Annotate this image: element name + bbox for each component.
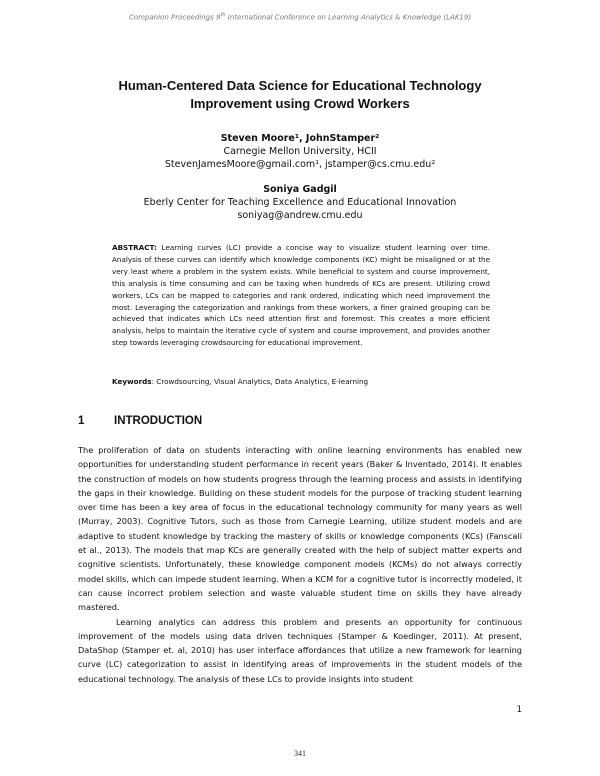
page-number: 1: [516, 705, 522, 715]
abstract: [112, 242, 490, 349]
author-email-1: StevenJamesMoore@gmail.com¹, jstamper@cs.cmu.edu²: [164, 159, 436, 170]
proceedings-page-number: 341: [294, 749, 306, 758]
paper-title: Human-Centered Data Science for Educational Technology Improvement using Crowd Workers: [118, 78, 482, 111]
author-email-2: soniyag@andrew.cmu.edu: [237, 210, 363, 221]
abstract-label: ABSTRACT:: [112, 243, 157, 252]
section-title: INTRODUCTION: [114, 415, 203, 427]
keywords-label: Keywords: [112, 377, 152, 386]
author-names-2: Soniya Gadgil: [263, 184, 337, 195]
author-names-1: Steven Moore¹, JohnStamper²: [220, 133, 380, 144]
section-number: 1: [78, 415, 85, 427]
running-header: Companion Proceedings 9th International Conference on Learning Analytics & Knowledge (LAK19): [128, 12, 472, 22]
section-heading: [78, 415, 522, 427]
paragraph: Learning analytics can address this problem and presents an opportunity for continuous improvement of the models using data driven techniques (Stamper & Koedinger, 2011). At present, DataShop (Stamper et. al, 2010) has user interface affordances that utilize a new framework for learning curve (LC) categorization to assist in identifying areas of improvements in the student models of the educational technology. The analysis of these LCs to provide insights into student: [78, 616, 522, 684]
body-text: [78, 443, 522, 686]
author-block: [60, 132, 540, 222]
keywords: [112, 376, 490, 387]
abstract-text: Learning curves (LC) provide a concise way to visualize student learning over time. Analysis of these curves can identify which knowledge components (KC) might be misaligned or at the very least where a problem in the system exists. While beneficial to system and course improvement, this analysis is time consuming and can be taxing when hundreds of KCs are present. Utilizing crowd workers, LCs can be mapped to categories and rank ordered, indicating which need improvement the most. Leveraging the categorization and rankings from these workers, a finer grained grouping can be achieved that indicates which LCs need attention first and foremost. This creates a more efficient analysis, helps to maintain the iterative cycle of system and course improvement, and provides another step towards leveraging crowdsourcing for educational improvement.: [112, 243, 490, 348]
paragraph: The proliferation of data on students interacting with online learning environments has enabled new opportunities for understanding student performance in recent years (Baker & Inventado, 2014). It enables the construction of models on how students progress through the learning process and assists in identifying the gaps in their knowledge. Building on these student models for the purpose of tracking student learning over time has been a key area of focus in the educational technology community for many years as well (Murray, 2003). Cognitive Tutors, such as those from Carnegie Learning, utilize student models and are adaptive to student knowledge by tracking the mastery of skills or knowledge components (KCs) (Fanscali et al., 2013). The models that map KCs are generally created with the help of subject matter experts and cognitive scientists. Unfortunately, these knowledge component models (KCMs) do not always correctly model skills, which can impede student learning. When a KCM for a cognitive tutor is incorrectly modeled, it can cause incorrect problem selection and waste valuable student time on skills they have already mastered.: [78, 445, 522, 613]
keywords-text: : Crowdsourcing, Visual Analytics, Data Analytics, E-learning: [151, 377, 369, 386]
author-affiliation-1: Carnegie Mellon University, HCII: [223, 146, 377, 157]
author-affiliation-2: Eberly Center for Teaching Excellence and Educational Innovation: [143, 197, 457, 208]
